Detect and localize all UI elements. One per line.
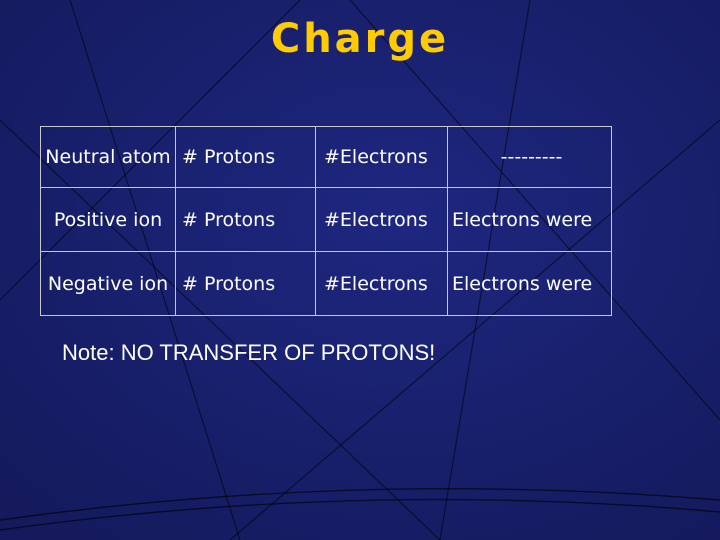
slide-title: Charge (270, 16, 450, 62)
table-row (41, 252, 612, 316)
table-cell: # Protons (176, 188, 316, 252)
table-cell: # Protons (176, 252, 316, 316)
table-cell: # Protons (176, 127, 316, 188)
table-cell: #Electrons (316, 252, 448, 316)
charge-table (40, 126, 612, 316)
table-cell: Neutral atom (41, 127, 176, 188)
table-row (41, 127, 612, 188)
table-cell: --------- (448, 127, 612, 188)
table-cell: Positive ion (41, 188, 176, 252)
table-cell: #Electrons (316, 188, 448, 252)
table-cell: #Electrons (316, 127, 448, 188)
table-row (41, 188, 612, 252)
table-cell: Electrons were (448, 252, 612, 316)
note-text: Note: NO TRANSFER OF PROTONS! (62, 340, 436, 365)
table-cell: Electrons were (448, 188, 612, 252)
table-cell: Negative ion (41, 252, 176, 316)
